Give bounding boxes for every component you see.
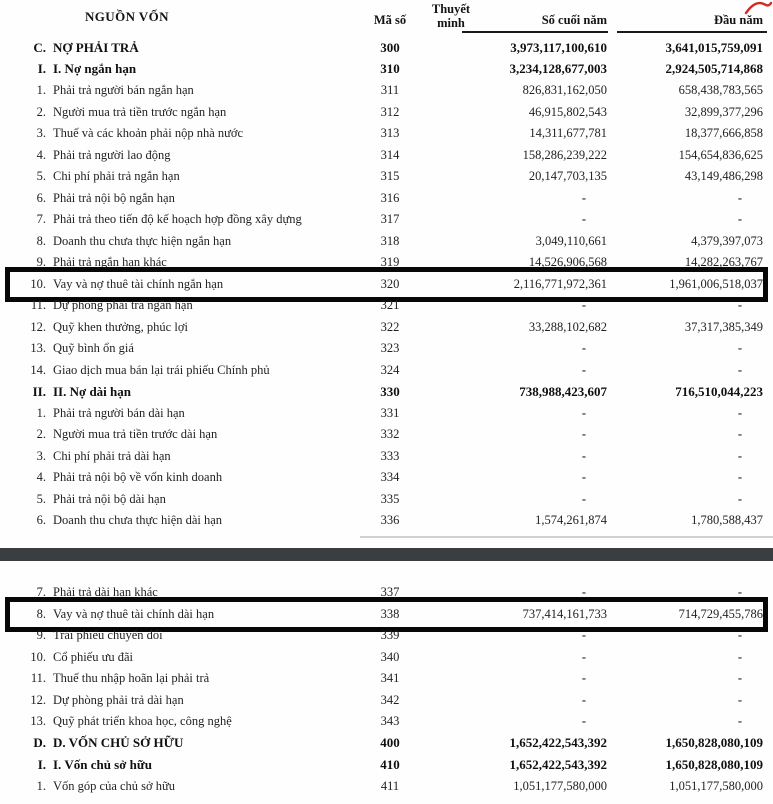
row-code: 321 bbox=[380, 298, 400, 313]
table-row bbox=[0, 166, 773, 188]
row-end-value: 14,526,906,568 bbox=[528, 255, 607, 270]
row-end-value: - bbox=[581, 470, 586, 485]
row-begin-value: - bbox=[737, 427, 742, 442]
row-prefix: 11. bbox=[30, 298, 46, 313]
row-end-value: 738,988,423,607 bbox=[519, 383, 607, 399]
table-row bbox=[0, 37, 773, 59]
row-label: Quỹ khen thưởng, phúc lợi bbox=[53, 319, 188, 334]
table-row bbox=[0, 360, 773, 382]
row-code: 332 bbox=[380, 427, 400, 442]
row-code: 337 bbox=[380, 585, 400, 600]
row-end-value: 158,286,239,222 bbox=[522, 147, 607, 162]
row-code: 343 bbox=[380, 714, 400, 729]
row-begin-value: 43,149,486,298 bbox=[684, 169, 763, 184]
row-prefix: 7. bbox=[36, 585, 46, 600]
row-begin-value: - bbox=[737, 491, 742, 506]
row-label: Vốn góp của chủ sở hữu bbox=[53, 778, 176, 793]
row-end-value: 3,234,128,677,003 bbox=[509, 61, 607, 77]
table-row bbox=[0, 424, 773, 446]
row-begin-value: - bbox=[737, 362, 742, 377]
column-underline bbox=[462, 31, 608, 33]
row-begin-value: - bbox=[737, 714, 742, 729]
row-prefix: D. bbox=[33, 735, 46, 751]
row-begin-value: - bbox=[737, 341, 742, 356]
table-row bbox=[0, 668, 773, 690]
row-label: Vay và nợ thuê tài chính dài hạn bbox=[53, 606, 215, 621]
row-begin-value: - bbox=[737, 628, 742, 643]
row-code: 300 bbox=[380, 39, 400, 55]
row-end-value: - bbox=[581, 649, 586, 664]
row-begin-value: 1,650,828,080,109 bbox=[665, 756, 763, 772]
row-code: 340 bbox=[380, 649, 400, 664]
row-prefix: 1. bbox=[36, 83, 46, 98]
row-label: Phải trả người bán dài hạn bbox=[53, 405, 185, 420]
row-code: 338 bbox=[380, 606, 400, 621]
row-code: 312 bbox=[380, 104, 400, 119]
row-code: 400 bbox=[380, 735, 400, 751]
row-code: 318 bbox=[380, 233, 400, 248]
table-row bbox=[0, 188, 773, 210]
row-prefix: 10. bbox=[30, 649, 46, 664]
row-begin-value: - bbox=[737, 649, 742, 664]
row-end-value: 826,831,162,050 bbox=[522, 83, 607, 98]
row-code: 335 bbox=[380, 491, 400, 506]
row-end-value: 3,049,110,661 bbox=[535, 233, 607, 248]
row-prefix: 1. bbox=[36, 405, 46, 420]
row-prefix: 1. bbox=[36, 778, 46, 793]
row-label: Doanh thu chưa thực hiện ngắn hạn bbox=[53, 233, 232, 248]
table-row bbox=[0, 209, 773, 231]
row-label: Dự phòng phải trả dài hạn bbox=[53, 692, 184, 707]
row-code: 336 bbox=[380, 513, 400, 528]
row-end-value: 46,915,802,543 bbox=[528, 104, 607, 119]
row-end-value: - bbox=[581, 491, 586, 506]
row-end-value: - bbox=[581, 628, 586, 643]
row-label: Thuế thu nhập hoãn lại phải trả bbox=[53, 671, 210, 686]
highlighted-row bbox=[0, 274, 773, 296]
row-code: 330 bbox=[380, 383, 400, 399]
row-label: Phải trả người bán ngắn hạn bbox=[53, 83, 194, 98]
table-row bbox=[0, 467, 773, 489]
row-begin-value: 154,654,836,625 bbox=[678, 147, 763, 162]
row-begin-value: - bbox=[737, 585, 742, 600]
row-code: 311 bbox=[380, 83, 400, 98]
row-code: 339 bbox=[380, 628, 400, 643]
row-end-value: - bbox=[581, 585, 586, 600]
row-label: Phải trả theo tiến độ kế hoạch hợp đồng xây dựng bbox=[53, 212, 302, 227]
table-row bbox=[0, 690, 773, 712]
row-begin-value: 3,641,015,759,091 bbox=[665, 39, 763, 55]
row-end-value: - bbox=[581, 341, 586, 356]
row-prefix: 2. bbox=[36, 427, 46, 442]
row-code: 410 bbox=[380, 756, 400, 772]
row-prefix: 3. bbox=[36, 126, 46, 141]
row-label: D. VỐN CHỦ SỞ HỮU bbox=[53, 735, 184, 751]
row-begin-value: 714,729,455,786 bbox=[678, 606, 763, 621]
table-row bbox=[0, 647, 773, 669]
row-end-value: 2,116,771,972,361 bbox=[513, 276, 607, 291]
table-title: NGUỒN VỐN bbox=[85, 9, 169, 24]
row-prefix: 12. bbox=[30, 319, 46, 334]
row-prefix: 5. bbox=[36, 169, 46, 184]
table-row bbox=[0, 510, 773, 532]
column-header-end-of-year: Số cuối năm bbox=[541, 13, 607, 27]
row-begin-value: - bbox=[737, 212, 742, 227]
row-end-value: - bbox=[581, 298, 586, 313]
row-begin-value: - bbox=[737, 448, 742, 463]
row-label: II. Nợ dài hạn bbox=[53, 383, 132, 399]
column-underline bbox=[617, 31, 767, 33]
row-begin-value: 658,438,783,565 bbox=[678, 83, 763, 98]
table-row bbox=[0, 123, 773, 145]
row-end-value: - bbox=[581, 405, 586, 420]
row-code: 319 bbox=[380, 255, 400, 270]
table-row bbox=[0, 59, 773, 81]
row-end-value: 3,973,117,100,610 bbox=[510, 39, 607, 55]
row-begin-value: - bbox=[737, 470, 742, 485]
row-prefix: 10. bbox=[30, 276, 46, 291]
row-label: Chi phí phải trả ngắn hạn bbox=[53, 169, 180, 184]
row-label: Phải trả dài hạn khác bbox=[53, 585, 158, 600]
row-label: Thuế và các khoản phải nộp nhà nước bbox=[53, 126, 244, 141]
table-row bbox=[0, 754, 773, 776]
row-prefix: 8. bbox=[36, 606, 46, 621]
row-code: 316 bbox=[380, 190, 400, 205]
column-header-note: Thuyết minh bbox=[431, 2, 471, 30]
row-label: Doanh thu chưa thực hiện dài hạn bbox=[53, 513, 223, 528]
column-header-code: Mã số bbox=[373, 13, 407, 27]
row-end-value: - bbox=[581, 714, 586, 729]
row-prefix: C. bbox=[33, 39, 46, 55]
row-end-value: 14,311,677,781 bbox=[529, 126, 607, 141]
row-label: Trái phiếu chuyển đổi bbox=[53, 628, 163, 643]
row-begin-value: 2,924,505,714,868 bbox=[665, 61, 763, 77]
table-row bbox=[0, 295, 773, 317]
row-code: 331 bbox=[380, 405, 400, 420]
row-prefix: 4. bbox=[36, 147, 46, 162]
row-end-value: - bbox=[581, 692, 586, 707]
row-begin-value: 32,899,377,296 bbox=[684, 104, 763, 119]
row-prefix: 4. bbox=[36, 470, 46, 485]
row-prefix: 13. bbox=[30, 341, 46, 356]
row-code: 411 bbox=[380, 778, 400, 793]
row-prefix: 9. bbox=[36, 255, 46, 270]
highlighted-row bbox=[0, 604, 773, 626]
row-end-value: - bbox=[581, 671, 586, 686]
row-prefix: 7. bbox=[36, 212, 46, 227]
scan-page-edge-line bbox=[360, 536, 773, 538]
table-row bbox=[0, 381, 773, 403]
row-end-value: - bbox=[581, 212, 586, 227]
row-label: Phải trả người lao động bbox=[53, 147, 171, 162]
row-label: I. Nợ ngắn hạn bbox=[53, 61, 137, 77]
row-end-value: 1,652,422,543,392 bbox=[509, 756, 607, 772]
row-end-value: 737,414,161,733 bbox=[522, 606, 607, 621]
row-label: Quỹ phát triển khoa học, công nghệ bbox=[53, 714, 232, 729]
row-begin-value: 1,961,006,518,037 bbox=[669, 276, 763, 291]
row-label: Quỹ bình ổn giá bbox=[53, 341, 134, 356]
row-prefix: 11. bbox=[30, 671, 46, 686]
row-begin-value: - bbox=[737, 692, 742, 707]
page-break-bar bbox=[0, 548, 773, 561]
row-prefix: 6. bbox=[36, 513, 46, 528]
row-prefix: 13. bbox=[30, 714, 46, 729]
row-code: 315 bbox=[380, 169, 400, 184]
row-prefix: I. bbox=[37, 756, 46, 772]
row-begin-value: - bbox=[737, 405, 742, 420]
row-code: 323 bbox=[380, 341, 400, 356]
row-prefix: 3. bbox=[36, 448, 46, 463]
row-end-value: 20,147,703,135 bbox=[528, 169, 607, 184]
row-prefix: 6. bbox=[36, 190, 46, 205]
row-end-value: 33,288,102,682 bbox=[528, 319, 607, 334]
table-row bbox=[0, 231, 773, 253]
row-begin-value: - bbox=[737, 671, 742, 686]
table-row bbox=[0, 102, 773, 124]
row-label: Cổ phiếu ưu đãi bbox=[53, 649, 134, 664]
table-row bbox=[0, 446, 773, 468]
row-end-value: 1,051,177,580,000 bbox=[513, 778, 607, 793]
row-begin-value: 37,317,385,349 bbox=[684, 319, 763, 334]
row-prefix: 14. bbox=[30, 362, 46, 377]
row-code: 313 bbox=[380, 126, 400, 141]
row-code: 322 bbox=[380, 319, 400, 334]
row-code: 310 bbox=[380, 61, 400, 77]
row-label: Phải trả nội bộ ngắn hạn bbox=[53, 190, 175, 205]
row-label: Vay và nợ thuê tài chính ngắn hạn bbox=[53, 276, 224, 291]
table-row bbox=[0, 145, 773, 167]
row-end-value: - bbox=[581, 362, 586, 377]
row-prefix: I. bbox=[37, 61, 46, 77]
row-begin-value: 1,650,828,080,109 bbox=[665, 735, 763, 751]
liabilities-table-section-1 bbox=[0, 37, 773, 532]
row-code: 341 bbox=[380, 671, 400, 686]
row-prefix: 8. bbox=[36, 233, 46, 248]
row-begin-value: - bbox=[737, 190, 742, 205]
row-end-value: 1,574,261,874 bbox=[535, 513, 607, 528]
table-row bbox=[0, 252, 773, 274]
row-label: Giao dịch mua bán lại trái phiếu Chính phủ bbox=[53, 362, 270, 377]
row-begin-value: 1,780,588,437 bbox=[691, 513, 763, 528]
row-label: Chi phí phải trả dài hạn bbox=[53, 448, 171, 463]
row-begin-value: 4,379,397,073 bbox=[691, 233, 763, 248]
row-label: I. Vốn chủ sở hữu bbox=[53, 756, 152, 772]
table-row bbox=[0, 582, 773, 604]
row-label: Người mua trả tiền trước ngắn hạn bbox=[53, 104, 227, 119]
row-prefix: 2. bbox=[36, 104, 46, 119]
row-label: Phải trả ngắn hạn khác bbox=[53, 255, 167, 270]
row-label: Người mua trả tiền trước dài hạn bbox=[53, 427, 218, 442]
table-row bbox=[0, 733, 773, 755]
row-end-value: - bbox=[581, 427, 586, 442]
row-code: 324 bbox=[380, 362, 400, 377]
row-end-value: 1,652,422,543,392 bbox=[509, 735, 607, 751]
row-code: 320 bbox=[380, 276, 400, 291]
table-row bbox=[0, 625, 773, 647]
row-begin-value: 1,051,177,580,000 bbox=[669, 778, 763, 793]
table-row bbox=[0, 80, 773, 102]
table-row bbox=[0, 711, 773, 733]
column-header-begin-of-year: Đầu năm bbox=[714, 13, 763, 27]
red-pen-mark-icon bbox=[744, 0, 773, 16]
row-label: Phải trả nội bộ về vốn kinh doanh bbox=[53, 470, 223, 485]
row-prefix: 9. bbox=[36, 628, 46, 643]
row-code: 317 bbox=[380, 212, 400, 227]
row-code: 342 bbox=[380, 692, 400, 707]
row-begin-value: 14,282,263,767 bbox=[684, 255, 763, 270]
table-row bbox=[0, 403, 773, 425]
row-begin-value: 716,510,044,223 bbox=[675, 383, 763, 399]
row-begin-value: - bbox=[737, 298, 742, 313]
row-label: Phải trả nội bộ dài hạn bbox=[53, 491, 166, 506]
row-label: Dự phòng phải trả ngắn hạn bbox=[53, 298, 193, 313]
row-end-value: - bbox=[581, 448, 586, 463]
row-prefix: 5. bbox=[36, 491, 46, 506]
row-label: NỢ PHẢI TRẢ bbox=[53, 39, 139, 55]
table-row bbox=[0, 317, 773, 339]
table-row bbox=[0, 338, 773, 360]
row-code: 334 bbox=[380, 470, 400, 485]
liabilities-table-section-2 bbox=[0, 582, 773, 797]
row-end-value: - bbox=[581, 190, 586, 205]
row-begin-value: 18,377,666,858 bbox=[684, 126, 763, 141]
row-code: 333 bbox=[380, 448, 400, 463]
table-row bbox=[0, 776, 773, 798]
row-prefix: II. bbox=[32, 383, 46, 399]
row-code: 314 bbox=[380, 147, 400, 162]
table-row bbox=[0, 489, 773, 511]
row-prefix: 12. bbox=[30, 692, 46, 707]
